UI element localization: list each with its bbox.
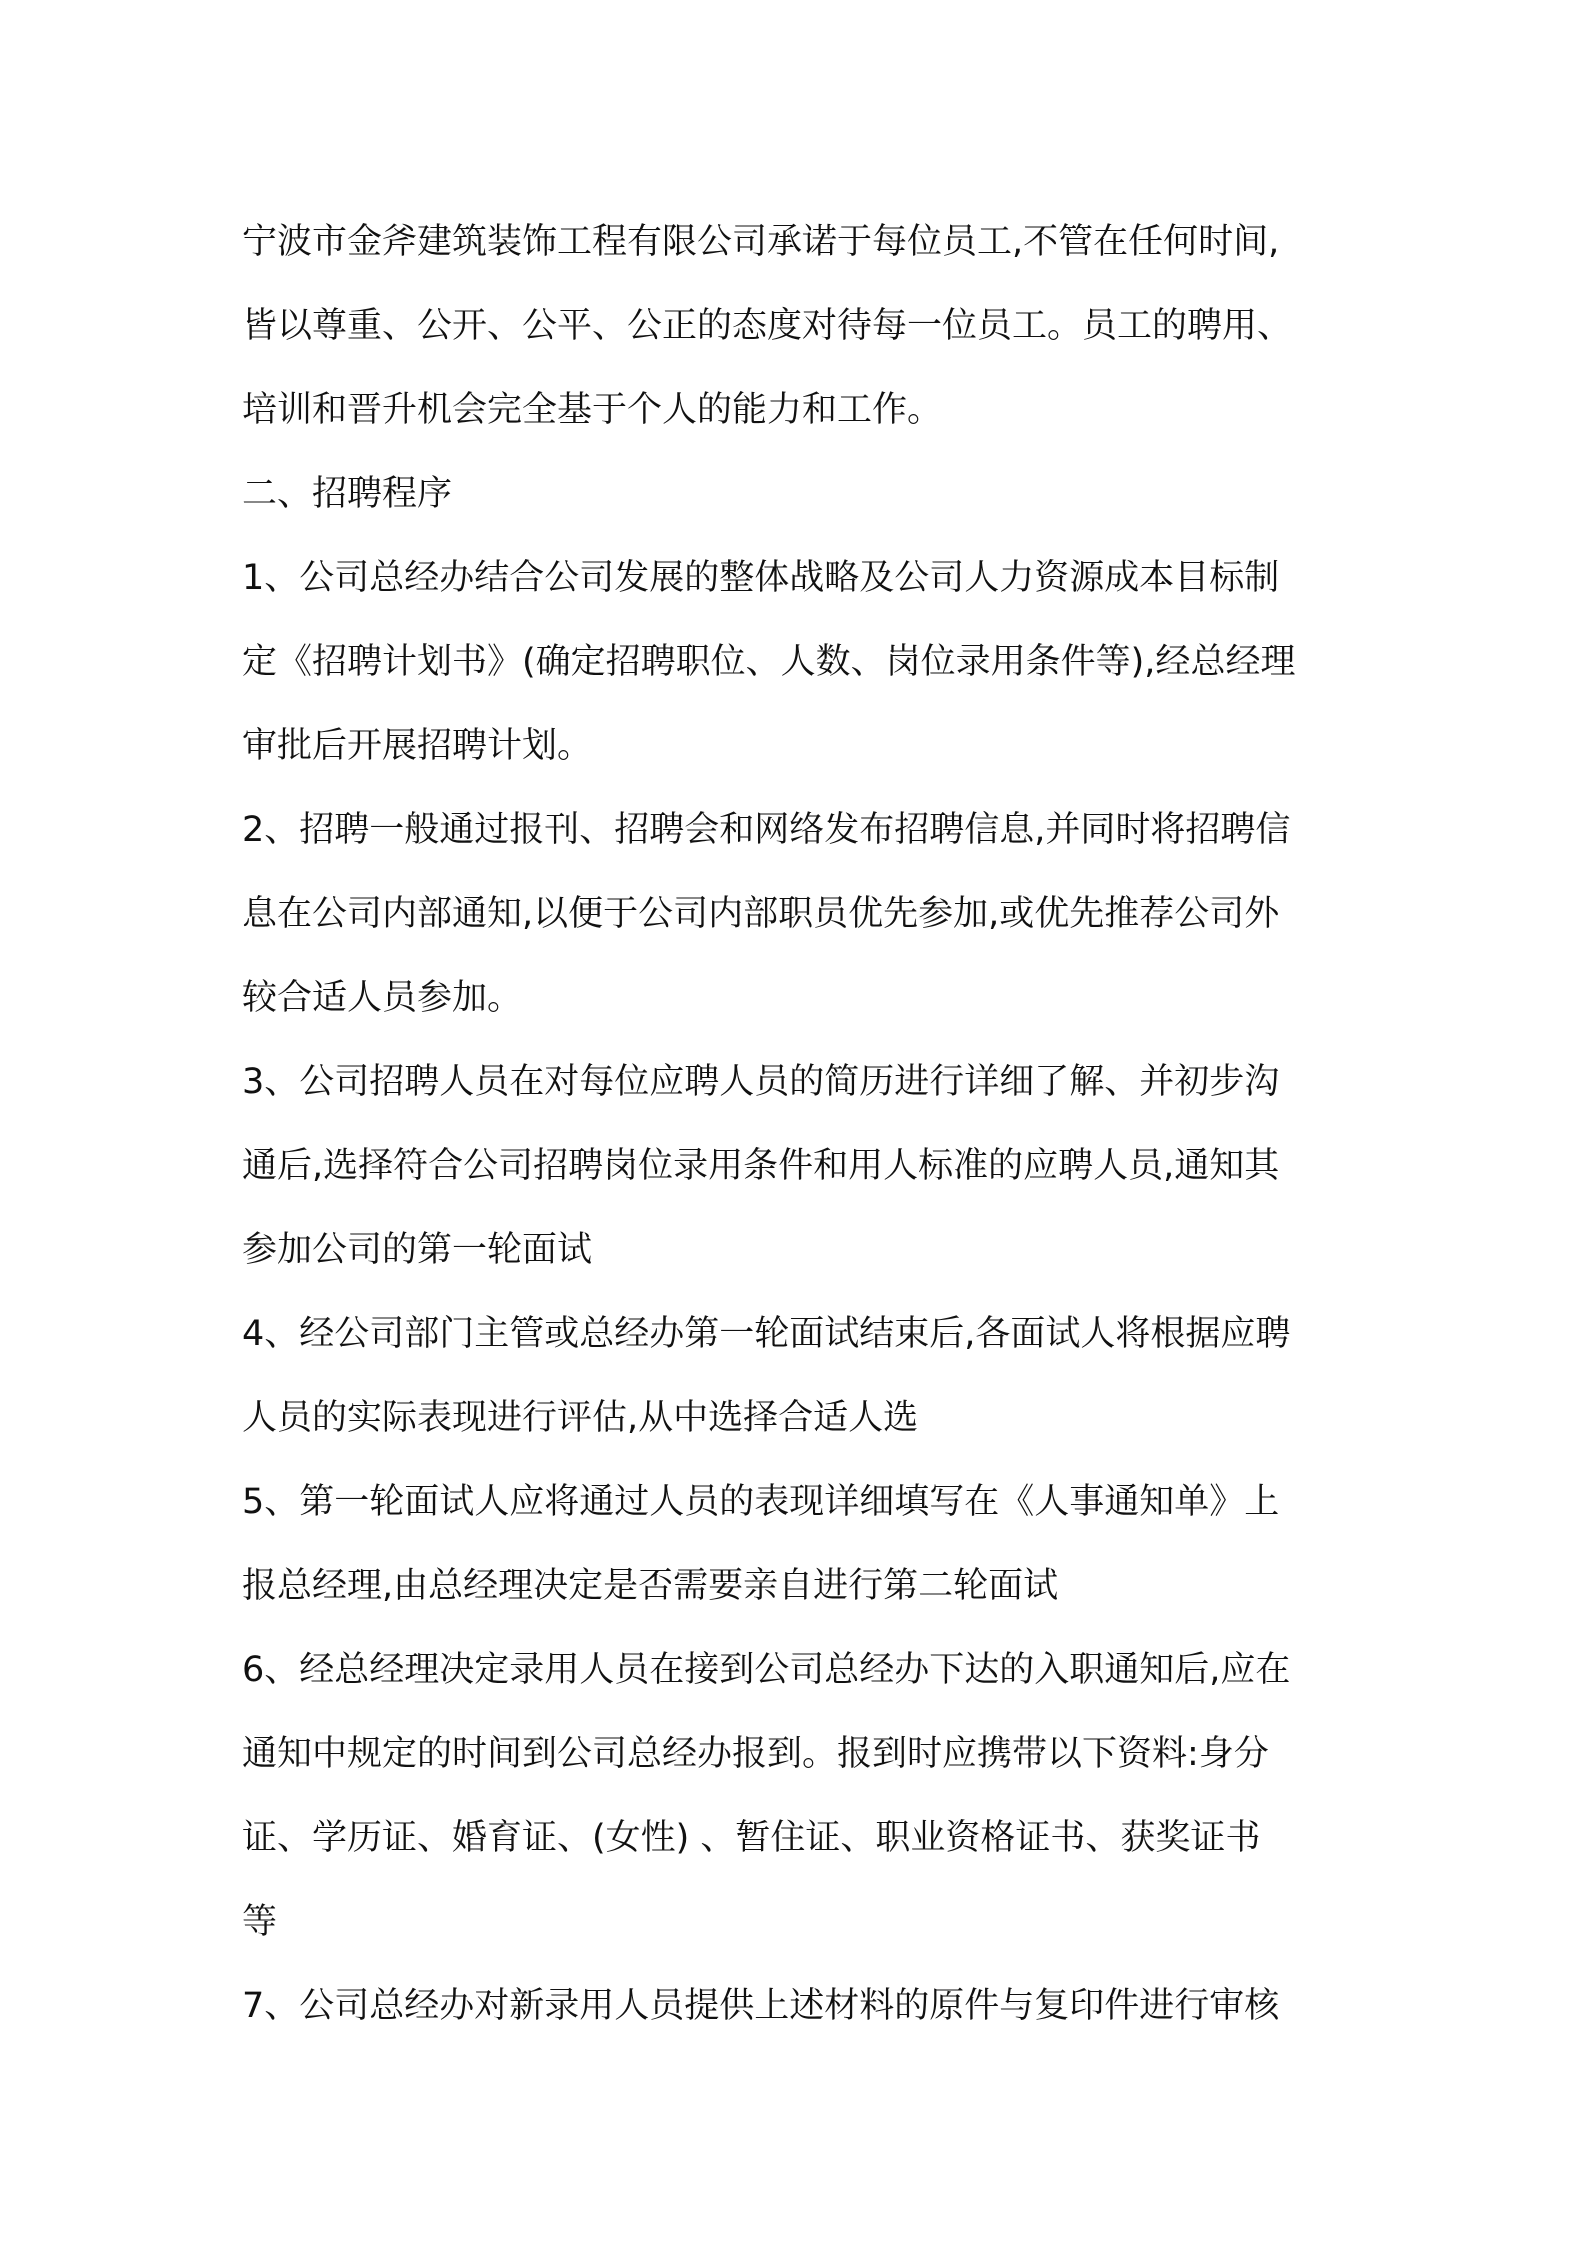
item-1-line-2: 定《招聘计划书》(确定招聘职位、人数、岗位录用条件等),经总经理 xyxy=(242,642,1296,682)
item-5-line-2: 报总经理,由总经理决定是否需要亲自进行第二轮面试 xyxy=(242,1566,1059,1606)
item-6-line-4: 等 xyxy=(242,1902,278,1942)
item-1-line-1: 1、公司总经办结合公司发展的整体战略及公司人力资源成本目标制 xyxy=(242,558,1280,598)
item-6-line-3: 证、学历证、婚育证、(女性) 、暂住证、职业资格证书、获奖证书 xyxy=(242,1818,1261,1858)
intro-line-3: 培训和晋升机会完全基于个人的能力和工作。 xyxy=(242,390,943,430)
section-heading-recruitment-procedure: 二、招聘程序 xyxy=(242,474,453,514)
item-2-line-1: 2、招聘一般通过报刊、招聘会和网络发布招聘信息,并同时将招聘信 xyxy=(242,810,1291,850)
intro-line-1: 宁波市金斧建筑装饰工程有限公司承诺于每位员工,不管在任何时间, xyxy=(242,222,1280,262)
item-6-line-1: 6、经总经理决定录用人员在接到公司总经办下达的入职通知后,应在 xyxy=(242,1650,1291,1690)
item-3-line-1: 3、公司招聘人员在对每位应聘人员的简历进行详细了解、并初步沟 xyxy=(242,1062,1280,1102)
item-5-line-1: 5、第一轮面试人应将通过人员的表现详细填写在《人事通知单》上 xyxy=(242,1482,1280,1522)
item-3-line-3: 参加公司的第一轮面试 xyxy=(242,1230,593,1270)
item-4-line-2: 人员的实际表现进行评估,从中选择合适人选 xyxy=(242,1398,919,1438)
item-4-line-1: 4、经公司部门主管或总经办第一轮面试结束后,各面试人将根据应聘 xyxy=(242,1314,1291,1354)
item-6-line-2: 通知中规定的时间到公司总经办报到。报到时应携带以下资料:身分 xyxy=(242,1734,1269,1774)
item-1-line-3: 审批后开展招聘计划。 xyxy=(242,726,593,766)
intro-line-2: 皆以尊重、公开、公平、公正的态度对待每一位员工。员工的聘用、 xyxy=(242,306,1293,346)
item-3-line-2: 通后,选择符合公司招聘岗位录用条件和用人标准的应聘人员,通知其 xyxy=(242,1146,1280,1186)
document-body xyxy=(242,200,1362,2048)
item-7-line-1: 7、公司总经办对新录用人员提供上述材料的原件与复印件进行审核 xyxy=(242,1986,1280,2026)
item-2-line-2: 息在公司内部通知,以便于公司内部职员优先参加,或优先推荐公司外 xyxy=(242,894,1280,934)
item-2-line-3: 较合适人员参加。 xyxy=(242,978,523,1018)
